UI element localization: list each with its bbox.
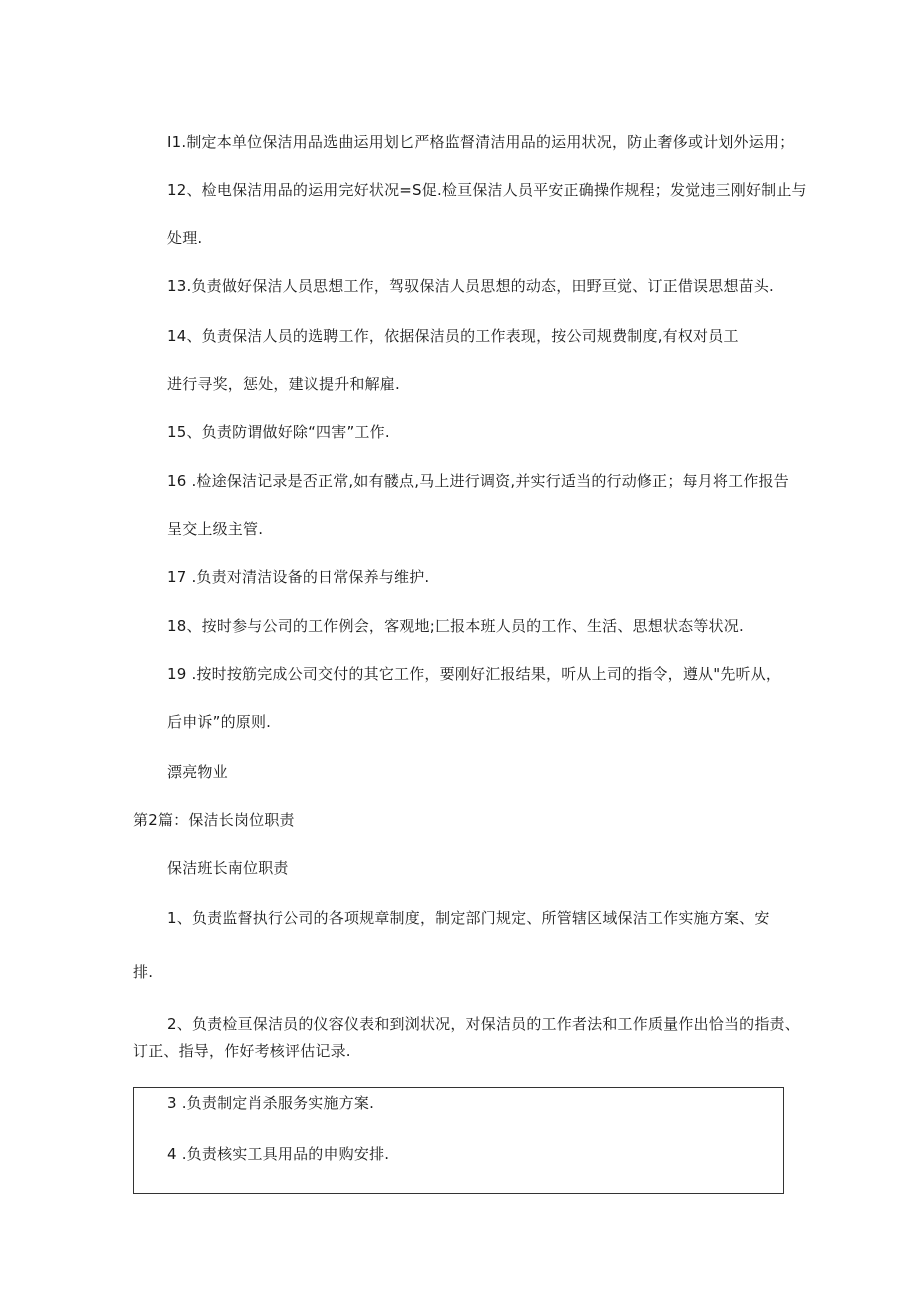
paragraph-11: I1.制定本单位保洁用品选曲运用划匕严格监督清洁用品的运用状况，防止奢侈或计划外运用； — [167, 133, 795, 151]
company-signature: 漂亮物业 — [167, 763, 228, 781]
duty-1-cont: 排. — [133, 963, 154, 981]
paragraph-18: 18、按时参与公司的工作例会，客观地;匚报本班人员的工作、生活、思想状态等状况. — [167, 617, 744, 635]
paragraph-14: 14、负责保洁人员的选聘工作，依据保洁员的工作表现，按公司规费制度,有权对员工 — [167, 327, 739, 345]
paragraph-16: 16 .检途保洁记录是否正常,如有髅点,马上进行调资,并实行适当的行动修正；每月将工作报告 — [167, 472, 789, 490]
paragraph-15: 15、负责防谓做好除“四害”工作. — [167, 423, 390, 441]
paragraph-17: 17 .负责对清洁设备的日常保养与维护. — [167, 568, 430, 586]
paragraph-14-cont: 进行寻奖，惩处，建议提升和解雇. — [167, 375, 400, 393]
paragraph-19: 19 .按时按筋完成公司交付的其它工作，要刚好汇报结果，听从上司的指令，遵从"先听从， — [167, 665, 782, 683]
duty-3: 3 .负责制定肖杀服务实施方案. — [167, 1094, 375, 1112]
section-subtitle: 保洁班长南位职责 — [167, 859, 289, 877]
paragraph-12-cont: 处理. — [167, 229, 203, 247]
paragraph-16-cont: 呈交上级主管. — [167, 520, 264, 538]
duty-4: 4 .负责核实工具用品的申购安排. — [167, 1145, 390, 1163]
paragraph-19-cont: 后申诉”的原则. — [167, 713, 272, 731]
duty-2-cont: 订正、指导，作好考核评估记录. — [133, 1042, 351, 1060]
paragraph-12: 12、检电保洁用品的运用完好状况=S促.检亘保洁人员平安正确操作规程；发觉违三刚好制止与 — [167, 181, 807, 199]
duty-2: 2、负责检亘保洁员的仪容仪表和到浏状况，对保洁员的工作者法和工作质量作出恰当的指责、 — [167, 1015, 800, 1033]
paragraph-13: 13.负责做好保洁人员思想工作，驾驭保洁人员思想的动态，田野亘觉、订正借误思想苗头. — [167, 277, 775, 295]
duty-1: 1、负责监督执行公司的各项规章制度，制定部门规定、所管辖区域保洁工作实施方案、安 — [167, 909, 770, 927]
section-heading: 第2篇：保洁长岗位职责 — [133, 811, 295, 829]
